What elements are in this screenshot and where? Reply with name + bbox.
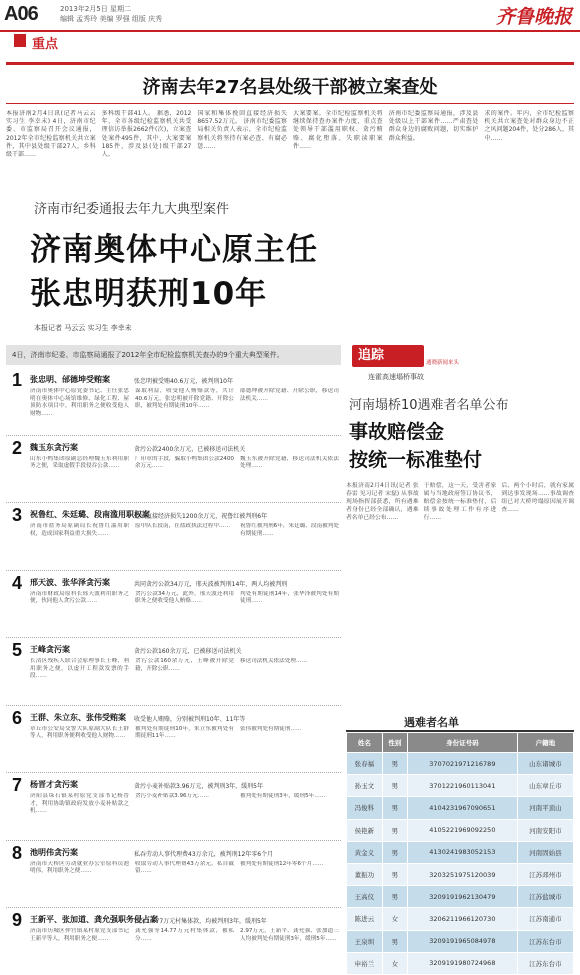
case-body-col: 祝鲁红被判刑6年，朱廷璐、段南被判处有期徒刑…… [240,523,339,537]
case-body-col: 济南市盐务局原副局长祝鲁红滥用职权，造成国家利益重大损失…… [30,523,129,537]
case-body-col: 贪污公款160余万元，王峰被开除党籍，开除公职…… [135,658,234,672]
top-story-col-4: 大案要案。全市纪检监察机关将继续保持查办案件力度，重点查处领导干部滥用职权、贪污贿赂、腐化堕落、失职渎职案件…… [293,110,383,150]
top-story-col-3: 国家和集体挽回直接经济损失8657.52万元。 济南市纪委监察局相关负责人表示，全市纪检监察机关将坚持有案必查、有腐必惩…… [197,110,288,150]
roster-cell: 男 [382,841,407,863]
case-title: 王新平、张加道、龚允强职务侵占案 [30,915,158,924]
roster-cell: 王高仪 [347,886,383,908]
main-byline: 本报记者 马云云 实习生 李幸未 [34,324,132,332]
case-title: 魏玉东贪污案 [30,442,78,452]
roster-cell: 河南固始县 [517,841,573,863]
victim-roster-table [346,732,574,975]
roster-header-row [347,733,574,753]
case-body-col: 收取劳动人事代理费43万余元，私自截留…… [135,860,234,875]
roster-row [347,819,574,841]
side-headline [349,418,482,474]
case-title: 杨晋才贪污案 [30,780,78,789]
case-body-col: 济南市历城区仲宫镇某村原党支部书记王新平等人，利用职务之便…… [30,928,129,942]
roster-cell: 山东章丘市 [517,775,573,797]
header-meta [60,4,162,24]
case-body [30,591,339,635]
roster-row [347,775,574,797]
side-kicker: 河南塌桥10遇难者名单公布 [349,398,509,413]
case-body-col: 济阳县垛石镇某村原党支部书记杨晋才，利用协助镇政府发放小麦补贴款之机…… [30,793,129,815]
top-story-col-2: 多科级干部41人。 据悉，2012年，全市各级纪检监察机关共受理信访举报2662件(次)，立案查处案件495件，其中，大案要案185件，涉及县(处)级干部27人。 [101,110,192,159]
case-body-col: 厂印章的手段，骗取小鸭集团公款2400余万元…… [135,455,234,470]
case-item [6,706,341,774]
newspaper-logo: 齐鲁晚报 [495,6,572,28]
roster-cell: 河南安阳市 [517,819,573,841]
top-story-col-1: 本报济南2月4日讯(记者马云云 实习生 李幸未) 4日，济南市纪委、市监察局召开会议通报，2012年全市纪检监察机关共立案件，其中县处级干部27人，乡科级干部…… [6,110,96,159]
case-body-col: 张伟被判处有期徒刑…… [240,725,302,732]
case-body-col: 济南市财政局原科长邢天波利用职务之便，伙同他人贪污公款…… [30,590,129,605]
zhuizhong-caption: 连霍高速塌桥事故 [368,373,424,381]
page-header [0,0,580,32]
case-summary: 共同贪污公款34万元，邢天波被判刑14年，两人均被判刑 [134,580,288,588]
roster-cell: 男 [382,863,407,885]
side-story-col-3: 后、两个小时后，就有家属到达事发现场……事故调查组已对大桥垮塌原因展开调查…… [501,483,575,514]
roster-cell: 4130241983052153 [408,841,518,863]
side-story-body [346,482,574,712]
roster-header-name: 姓名 [347,733,383,753]
case-item [6,503,341,571]
page-number: A06 [4,3,38,25]
case-title: 张忠明、邰德坤受贿案 [30,375,110,384]
case-number: 3 [12,505,23,525]
roster-header-id: 身份证号码 [408,733,518,753]
side-headline-line-2: 按统一标准垫付 [349,449,483,471]
case-body-col: 济南市天桥区劳动就业办公室原科员池明伟，利用职务之便…… [30,860,129,875]
case-body-col: 济南市奥体中心原党委书记、主任张忠明在奥体中心场馆维修、绿化工程、屋顶防水项目中，利用职务之便收受他人财物…… [30,388,129,417]
case-body [30,928,339,972]
roster-cell: 女 [382,908,407,930]
top-headline: 济南去年27名县处级干部被立案查处 [142,77,438,98]
section-marker [14,34,26,47]
roster-cell: 侯艳新 [347,819,383,841]
case-number: 2 [12,437,23,458]
case-summary: 贪污小麦补贴款3.96万元，被判刑3年，缓刑5年 [134,783,263,790]
case-number: 7 [12,775,23,795]
section-label: 重点 [32,37,59,52]
roster-cell: 江苏东台市 [517,930,573,952]
side-story-col-1: 本报济南2月4日讯(记者 张春雷 见习记者 宋磊) 从事故现场指挥部获悉，所有遇难者身份已经全部确认，遇难者名单已经公布…… [346,483,419,522]
case-summary: 贪污公款160余万元，已被移送司法机关 [134,648,242,655]
roster-cell: 申裕兰 [347,952,383,974]
case-number: 9 [12,910,23,930]
case-body-col: 判处有期徒刑14年，张华泽被判处有期徒刑…… [240,590,339,605]
case-body-col: 被判处有期徒刑3年，缓刑5年…… [240,793,326,799]
main-headline-line-2: 张忠明获刑10年 [30,276,268,312]
case-title: 祝鲁红、朱廷璐、段南滥用职权案 [30,510,150,519]
case-body-col: 山东小鸭集团原副总经理魏玉东利用职务之便，采取虚假手段侵吞公款…… [30,455,129,470]
roster-cell: 江苏南通市 [517,908,573,930]
case-item [6,368,341,436]
case-body-col: 邰德坤被开除党籍、开除公职，移送司法机关…… [240,388,339,402]
case-body-col: 被判处有期徒刑12年零6个月…… [240,860,324,867]
zhuizhong-subtitle: 通晓新闻来头 [426,360,460,366]
main-lead: 4日，济南市纪委、市监察局通报了2012年全市纪检监察机关查办的9个重大典型案件。 [6,345,341,365]
roster-cell: 3206211966120730 [408,908,518,930]
roster-row [347,908,574,930]
roster-cell: 王泉圳 [347,930,383,952]
case-body [30,658,339,702]
zhuizhong-badge: 追踪 [352,345,424,367]
roster-row [347,753,574,775]
top-headline-box [6,62,574,104]
case-body-col: 被判处有期徒刑10年，朱立东被判处有期徒刑11年…… [135,725,234,740]
roster-header-gender: 性别 [382,733,407,753]
roster-cell: 女 [382,952,407,974]
roster-cell: 河南平顶山 [517,797,573,819]
roster-cell: 3209191962130479 [408,886,518,908]
case-body-col: 原中队长段南，在盐政执法过程中…… [135,523,231,529]
case-title: 池明伟贪污案 [30,847,78,857]
roster-cell: 山东诸城市 [517,753,573,775]
roster-cell: 3203251975120039 [408,863,518,885]
case-summary: 私吞劳动人事代理费43万余元，被判刑12年零6个月 [134,850,274,858]
case-title: 王群、朱立东、张伟受贿案 [30,712,126,722]
side-headline-line-1: 事故赔偿金 [349,421,445,443]
case-title: 王峰贪污案 [30,645,70,654]
case-body [30,793,339,837]
case-body [30,523,339,567]
case-item [6,571,341,639]
case-body-col: 贪污小麦补贴款3.96万元…… [135,793,209,799]
case-body-col: 移送司法机关依法处理…… [240,658,308,664]
case-title: 邢天波、张华泽贪污案 [30,577,110,587]
case-body-col: 龚允强等14.77万元村集体款，被私分…… [135,928,234,942]
roster-cell: 男 [382,819,407,841]
roster-cell: 3707021971216789 [408,753,518,775]
main-headline-line-1: 济南奥体中心原主任 [30,232,318,268]
case-summary: 贪污公款2400余万元，已被移送司法机关 [134,445,246,453]
case-item [6,436,341,504]
roster-cell: 陈进云 [347,908,383,930]
case-list [6,368,341,975]
case-body-col: 贪污公款34万元，此外，邢天波还利用职务之便收受他人贿赂…… [135,590,234,605]
case-summary: 张忠明被受贿40.6万元，被判刑10年 [134,378,233,385]
roster-cell: 男 [382,797,407,819]
case-body [30,388,339,432]
top-story-body [6,110,574,192]
case-number: 8 [12,842,23,863]
roster-cell: 3209191965084978 [408,930,518,952]
roster-row [347,952,574,974]
case-item [6,841,341,909]
case-item [6,638,341,706]
roster-cell: 孙玉文 [347,775,383,797]
case-body [30,726,339,770]
roster-title: 遇难者名单 [404,716,459,729]
case-item [6,908,341,975]
main-headline [30,228,318,316]
case-body-col: 章丘市公安局交警大队原副大队长王群等人，利用职务便利收受他人财物…… [30,725,129,740]
roster-cell: 4105221969092250 [408,819,518,841]
roster-cell: 4104231967090651 [408,797,518,819]
case-summary: 私分14.77万元村集体款，均被判刑3年，缓刑5年 [134,918,267,925]
roster-row [347,863,574,885]
roster-cell: 张春福 [347,753,383,775]
roster-cell: 3701221960113041 [408,775,518,797]
case-item [6,773,341,841]
top-story-col-6: 求的案件。年内，全市纪检监察机关共立案查处对群众身边不正之风问题204件，处分286人，其中…… [484,110,575,142]
main-kicker: 济南市纪委通报去年九大典型案件 [34,202,230,217]
roster-row [347,886,574,908]
case-number: 6 [12,707,23,728]
case-body-col: 谋取利益，收受他人贿赂款等，共计40.6万元，张忠明被开除党籍、开除公职，被判处有期徒刑10年…… [135,388,234,410]
roster-row [347,841,574,863]
roster-row [347,797,574,819]
roster-cell: 董振功 [347,863,383,885]
case-number: 4 [12,572,23,593]
case-body-col: 长清区残疾人联合会原理事长王峰，利用职务之便，以虚开工程款发票的手段…… [30,658,129,680]
roster-cell: 冯俊科 [347,797,383,819]
roster-row [347,930,574,952]
case-body [30,456,339,500]
case-body-col: 魏玉东被开除党籍，移送司法机关依法处理…… [240,455,339,470]
roster-body [347,753,574,975]
top-story-col-5: 济南市纪委监察局通报，涉及县处级以上干部案件……严肃查处群众身边的腐败问题，切实维护群众利益。 [388,110,479,142]
roster-cell: 男 [382,753,407,775]
side-story-col-2: 于赔偿，这一天，受害者家属与当地政府签订协议书，赔偿金按统一标准垫付，后续事故处理工作有序进行…… [423,483,497,522]
case-number: 1 [12,370,23,390]
roster-cell: 3209191980724968 [408,952,518,974]
roster-cell: 江苏盐城市 [517,886,573,908]
roster-header-origin: 户籍地 [517,733,573,753]
case-number: 5 [12,640,23,660]
roster-cell: 男 [382,775,407,797]
editor-line: 编辑 孟秀玲 美编 罗强 组版 庆秀 [60,15,163,23]
roster-cell: 黄金义 [347,841,383,863]
case-body-col: 2.97万元，王新平、龚允强、张加道三人均被判处有期徒刑3年，缓刑5年…… [240,928,339,942]
roster-title-bar [346,712,574,732]
roster-cell: 男 [382,886,407,908]
case-summary: 造成直接经济损失1200余万元，祝鲁红被判刑6年 [134,513,268,520]
roster-cell: 江苏邳州市 [517,863,573,885]
case-body [30,861,339,905]
roster-cell: 江苏东台市 [517,952,573,974]
case-summary: 收受他人贿赂，分别被判刑10年、11年等 [134,715,246,723]
roster-cell: 男 [382,930,407,952]
date-line: 2013年2月5日 星期二 [60,5,131,13]
